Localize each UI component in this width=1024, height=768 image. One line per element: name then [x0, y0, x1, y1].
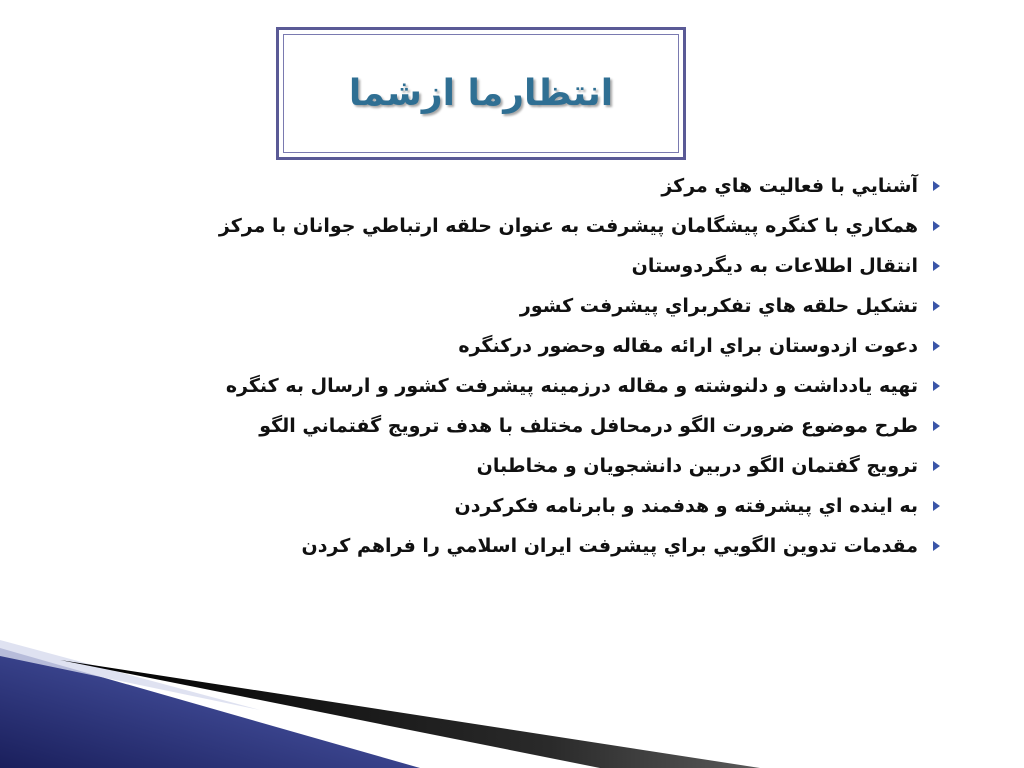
corner-highlight — [0, 640, 260, 710]
list-item-text: ترويج گفتمان الگو دربين دانشجويان و مخاطبان — [476, 455, 918, 477]
list-item — [140, 446, 940, 486]
triangle-bullet-icon — [933, 541, 940, 551]
triangle-bullet-icon — [933, 261, 940, 271]
list-item — [140, 246, 940, 286]
triangle-bullet-icon — [933, 501, 940, 511]
list-item-text: تشكيل حلقه هاي تفكربراي پيشرفت كشور — [519, 295, 918, 317]
title-frame-inner — [283, 34, 679, 153]
list-item-text: انتقال اطلاعات به ديگردوستان — [631, 255, 918, 277]
list-item-text: به اينده اي پيشرفته و هدفمند و بابرنامه فكركردن — [454, 495, 918, 517]
bullet-list — [140, 166, 940, 566]
list-item — [140, 326, 940, 366]
title-frame — [276, 27, 686, 160]
list-item — [140, 406, 940, 446]
list-item-text: طرح موضوع ضرورت الگو درمحافل مختلف با هدف ترويج گفتماني الگو — [259, 415, 918, 437]
triangle-bullet-icon — [933, 381, 940, 391]
corner-wedge — [0, 648, 420, 768]
list-item-text: آشنايي با فعاليت هاي مركز — [661, 175, 918, 197]
list-item-text: مقدمات تدوين الگويي براي پيشرفت ايران اسلامي را فراهم كردن — [301, 535, 918, 557]
triangle-bullet-icon — [933, 421, 940, 431]
list-item — [140, 366, 940, 406]
list-item — [140, 166, 940, 206]
triangle-bullet-icon — [933, 461, 940, 471]
list-item — [140, 206, 940, 246]
slide-title: انتظارما ازشما — [348, 73, 614, 114]
triangle-bullet-icon — [933, 181, 940, 191]
list-item-text: تهيه يادداشت و دلنوشته و مقاله درزمينه پيشرفت كشور و ارسال به كنگره — [225, 375, 918, 397]
list-item — [140, 486, 940, 526]
triangle-bullet-icon — [933, 301, 940, 311]
triangle-bullet-icon — [933, 341, 940, 351]
list-item — [140, 526, 940, 566]
corner-stripe — [60, 660, 760, 768]
list-item-text: دعوت ازدوستان براي ارائه مقاله وحضور دركنگره — [458, 335, 918, 357]
list-item — [140, 286, 940, 326]
triangle-bullet-icon — [933, 221, 940, 231]
list-item-text: همكاري با كنگره پيشگامان پيشرفت به عنوان حلقه ارتباطي جوانان با مركز — [218, 215, 918, 237]
